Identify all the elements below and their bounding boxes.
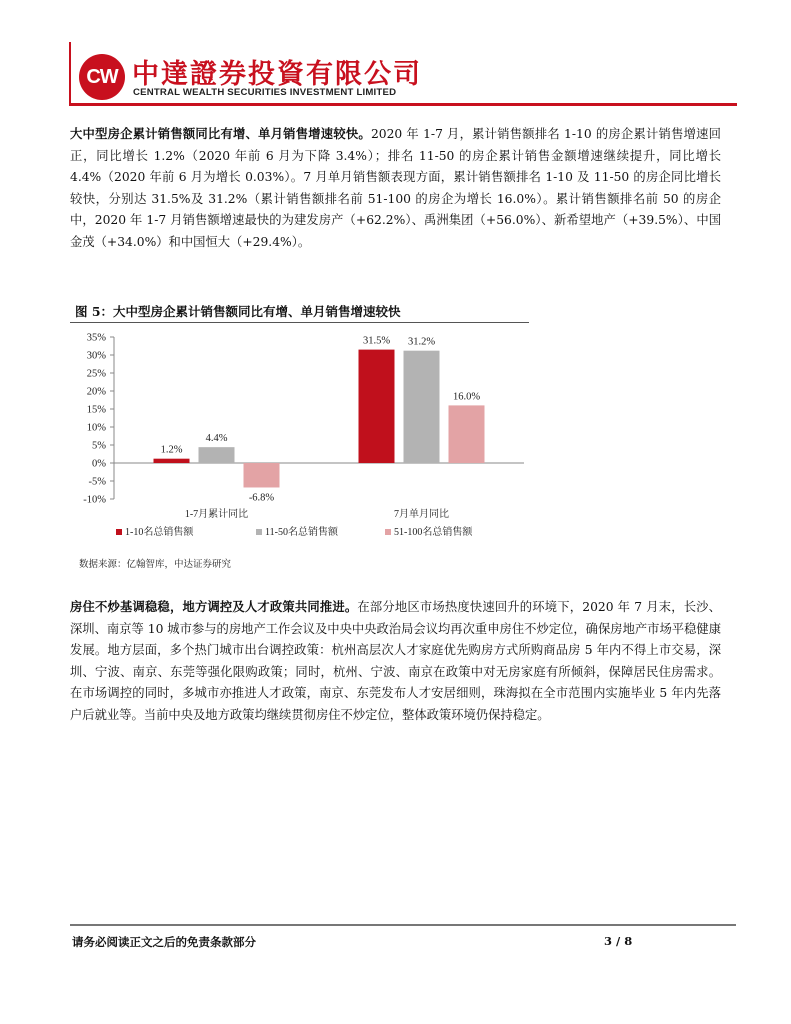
paragraph-policy <box>70 596 721 727</box>
legend-label: 1-10名总销售额 <box>125 527 194 538</box>
company-name-cn: 中達證券投資有限公司 <box>132 59 422 90</box>
company-logo <box>79 54 125 100</box>
data-label: 31.2% <box>407 336 436 348</box>
company-name-en: CENTRAL WEALTH SECURITIES INVESTMENT LIMITED <box>133 87 397 98</box>
y-tick-label: 20% <box>86 386 106 398</box>
figure-title-rule <box>70 322 529 323</box>
data-label: 1.2% <box>160 444 183 456</box>
bar <box>404 351 440 463</box>
data-label: 4.4% <box>205 433 228 445</box>
paragraph-lead: 房住不炒基调稳稳，地方调控及人才政策共同推进。 <box>70 599 358 614</box>
legend-swatch <box>385 529 391 535</box>
y-tick-label: 25% <box>86 368 106 380</box>
bar <box>199 447 235 463</box>
legend-swatch <box>116 529 122 535</box>
legend-swatch <box>256 529 262 535</box>
data-label: 31.5% <box>362 335 391 347</box>
figure-source: 数据来源：亿翰智库，中达证券研究 <box>79 559 232 570</box>
paragraph-lead: 大中型房企累计销售额同比有增、单月销售增速较快。 <box>70 126 371 141</box>
paragraph-body: 在部分地区市场热度快速回升的环境下，2020 年 7 月末，长沙、深圳、南京等 10 城市参与的房地产工作会议及中央中央政治局会议均再次重申房住不炒定位，确保房地产市场平稳健康发展。地方层面，多个热门城市出台调控政策：杭州高层次人才家庭优先购房方式所购商品房 5 年内不得上市交易，深圳、宁波、南京、东莞等强化限购政策；同时，杭州、宁波、南京在政策中对无房家庭有所倾斜，保障居民住房需求。在市场调控的同时，多城市亦推进人才政策，南京、东莞发布人才安居细则，珠海拟在全市范围内实施毕业 5 年内先落户后就业等。当前中央及地方政策均继续贯彻房住不炒定位，整体政策环境仍保持稳定。 <box>70 600 721 722</box>
paragraph-body: 2020 年 1-7 月，累计销售额排名 1-10 的房企累计销售增速回正，同比增长 1.2%（2020 年前 6 月为下降 3.4%）；排名 11-50 的房企累计销售金额增速继续提升，同比增长 4.4%（2020 年前 6 月为增长 0.03%）。7 月单月销售额表现方面，累计销售额排名 1-10 及 11-50 的房企同比增长较快，分别达 31.5%及 31.2%（累计销售额排名前 51-100 的房企为增长 16.0%）。累计销售额排名前 50 的房企中，2020 年 1-7 月销售额增速最快的为建发房产（+62.2%）、禹洲集团（+56.0%）、新希望地产（+39.5%）、中国金茂（+34.0%）和中国恒大（+29.4%）。 <box>70 127 721 249</box>
data-label: 16.0% <box>452 391 481 403</box>
header-rule <box>69 103 737 106</box>
category-label: 7月单月同比 <box>394 509 449 520</box>
bar <box>449 405 485 463</box>
bar <box>244 463 280 487</box>
y-tick-label: 5% <box>92 440 106 452</box>
y-tick-label: -5% <box>88 476 106 488</box>
paragraph-sales-growth <box>70 123 721 254</box>
legend-label: 11-50名总销售额 <box>265 527 338 538</box>
y-tick-label: 35% <box>86 332 106 344</box>
y-tick-label: 15% <box>86 404 106 416</box>
legend-label: 51-100名总销售额 <box>394 527 473 538</box>
bar <box>359 350 395 463</box>
category-label: 1-7月累计同比 <box>184 509 249 520</box>
figure-title: 图 5：大中型房企累计销售额同比有增、单月销售增速较快 <box>75 304 401 319</box>
page-number: 3 / 8 <box>604 934 633 948</box>
logo-text: CW <box>86 66 118 88</box>
footer-rule <box>70 924 736 926</box>
footer-disclaimer: 请务必阅读正文之后的免责条款部分 <box>72 935 256 949</box>
y-tick-label: -10% <box>83 494 106 506</box>
header-vertical-rule <box>69 42 71 104</box>
y-tick-label: 10% <box>86 422 106 434</box>
data-label: -6.8% <box>248 492 275 504</box>
bar-chart <box>74 325 534 553</box>
y-tick-label: 30% <box>86 350 106 362</box>
bar <box>154 459 190 463</box>
y-tick-label: 0% <box>92 458 106 470</box>
